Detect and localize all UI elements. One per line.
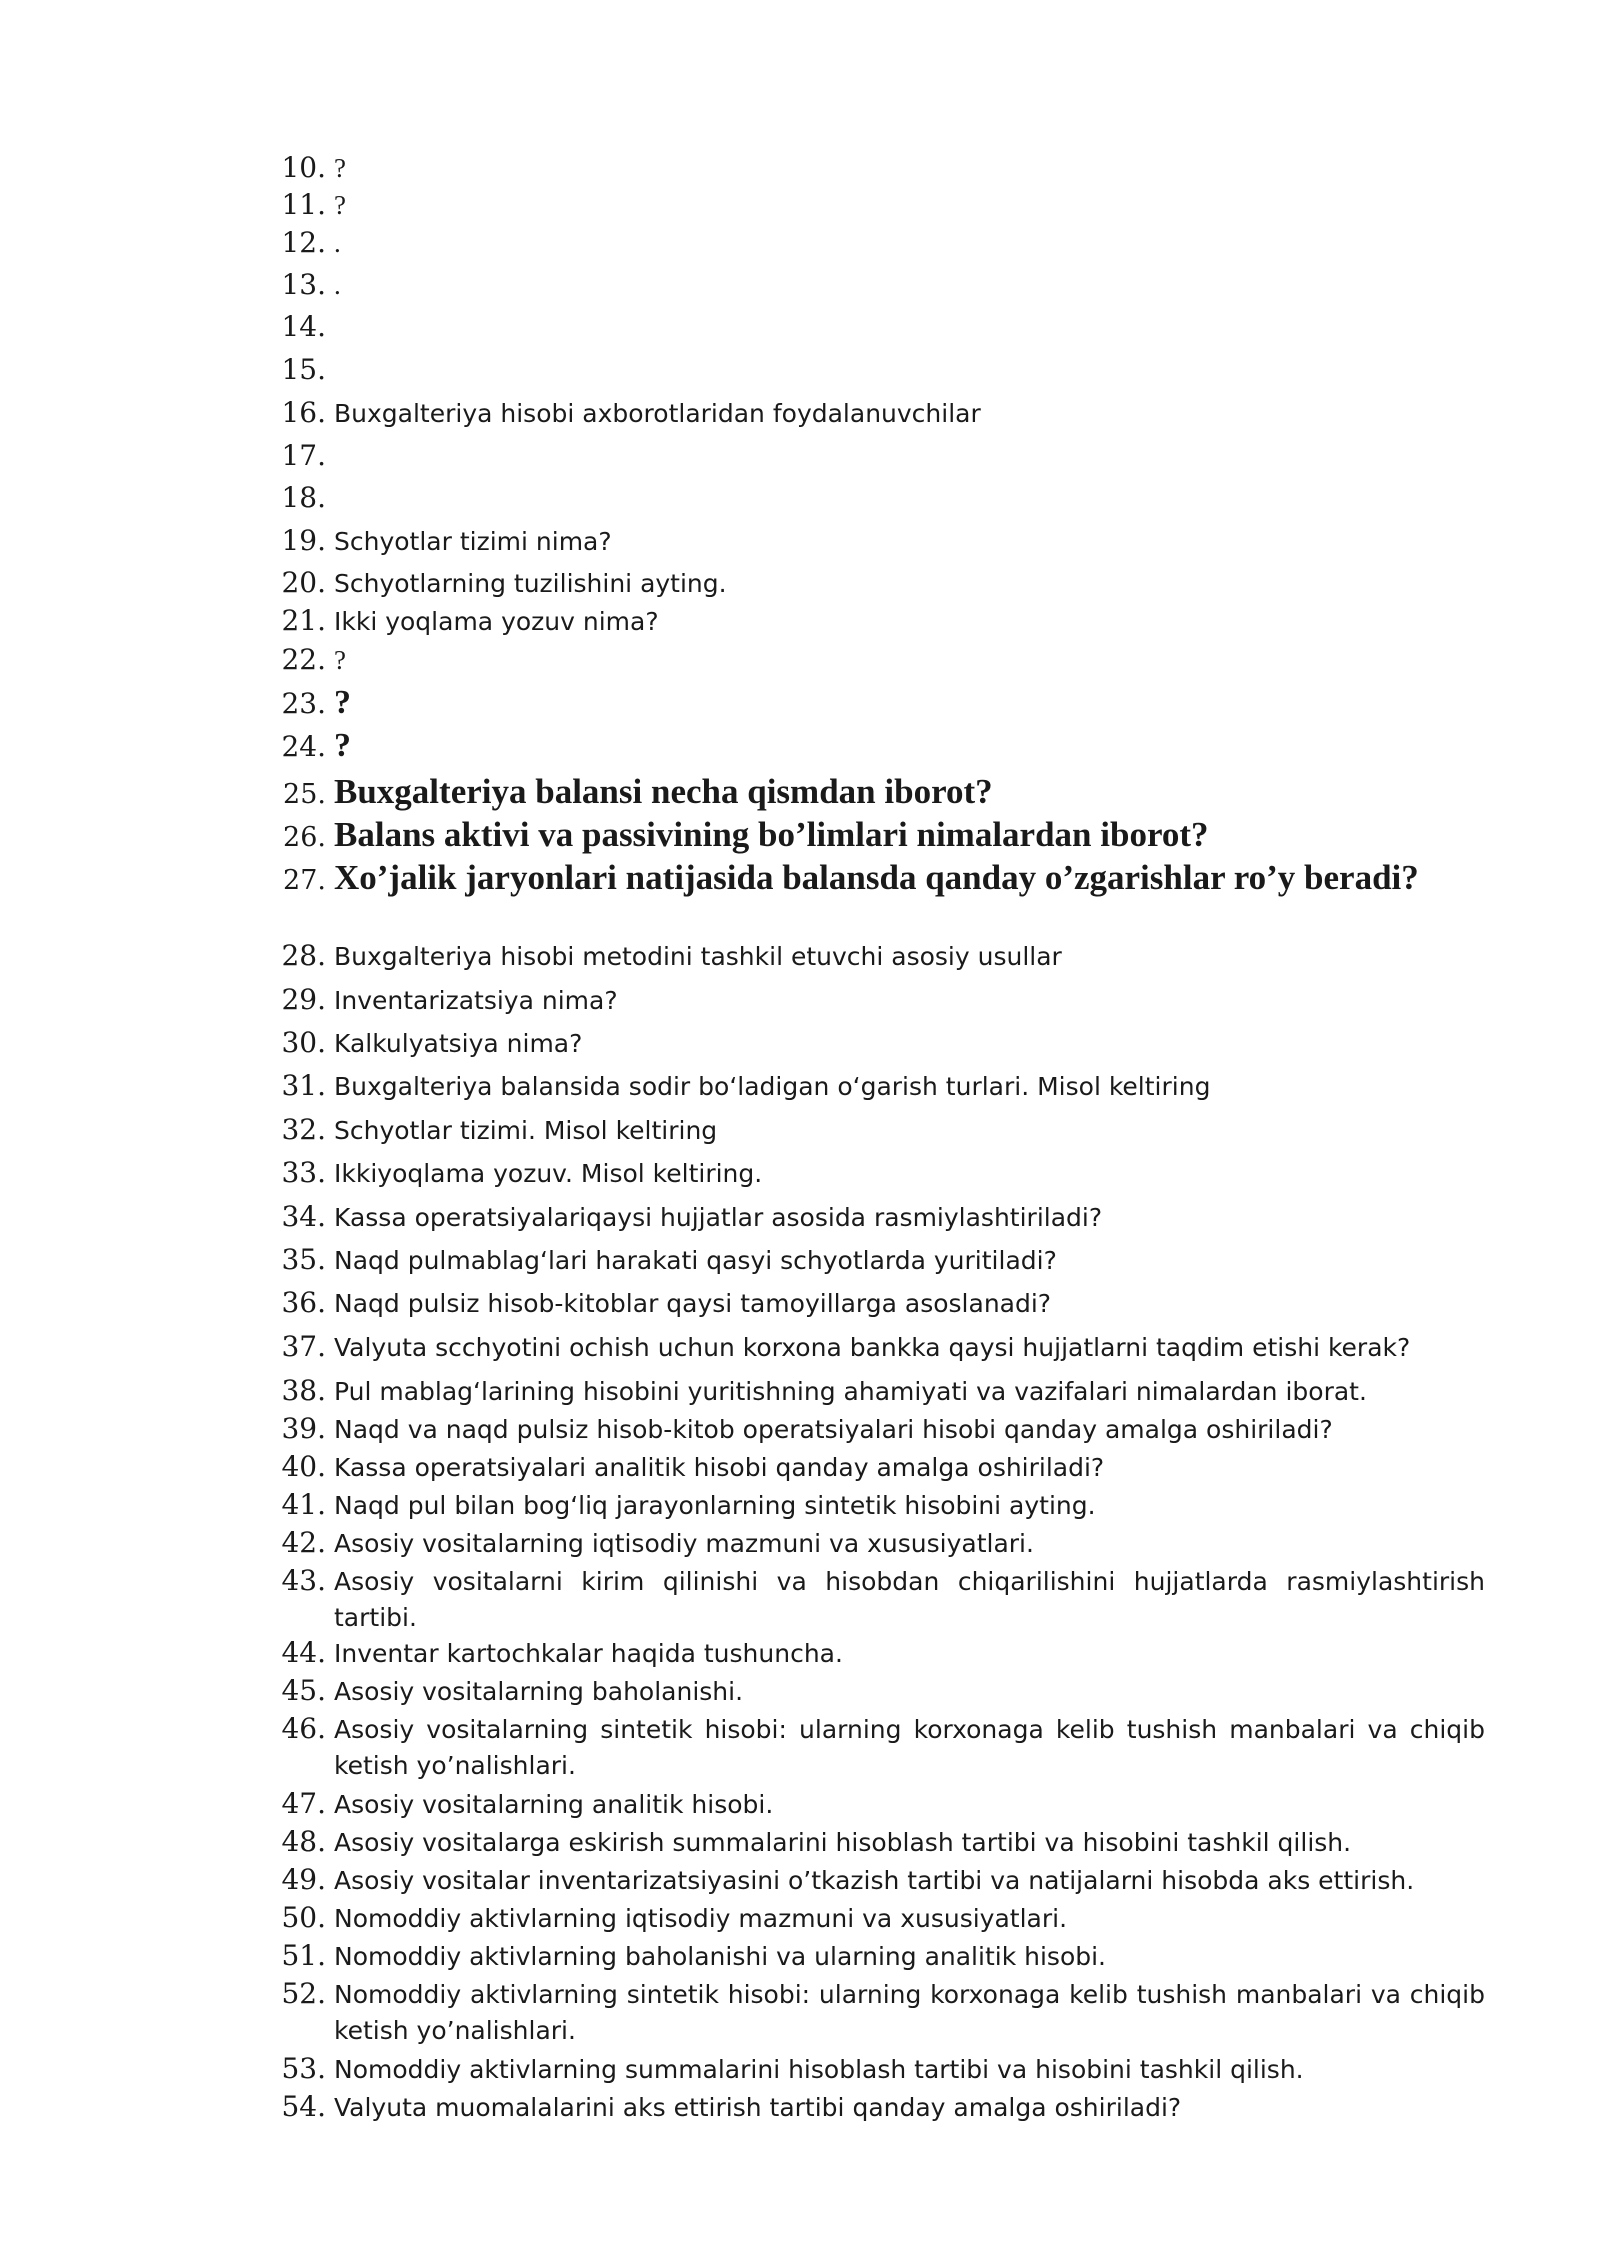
item-text: Schyotlar tizimi nima?: [334, 527, 612, 556]
list-item: [270, 225, 1485, 267]
item-number: 40.: [281, 1450, 326, 1483]
item-number: 38.: [281, 1374, 326, 1407]
list-item: [270, 1374, 1485, 1412]
item-number: 19.: [281, 524, 326, 557]
item-number: 35.: [281, 1243, 326, 1276]
item-number: 28.: [281, 939, 326, 972]
item-text: Inventarizatsiya nima?: [334, 986, 618, 1015]
item-number: 20.: [281, 566, 326, 599]
item-number: 46.: [281, 1712, 326, 1745]
item-text: Valyuta muomalalarini aks ettirish tartibi qanday amalga oshiriladi?: [334, 2093, 1182, 2122]
list-item: [270, 439, 1485, 481]
item-text: Asosiy vositalarning iqtisodiy mazmuni va xususiyatlari.: [334, 1529, 1034, 1558]
item-text: ?: [334, 190, 346, 220]
item-number: 45.: [281, 1674, 326, 1707]
item-text: Nomoddiy aktivlarning summalarini hisoblash tartibi va hisobini tashkil qilish.: [334, 2055, 1304, 2084]
item-number: 49.: [281, 1863, 326, 1896]
list-item: [270, 1243, 1485, 1286]
list-item: [270, 187, 1485, 225]
list-item: [270, 1526, 1485, 1564]
item-text: ?: [334, 153, 346, 183]
list-item: [270, 1939, 1485, 1977]
item-text: Naqd pul bilan bogʻliq jarayonlarning sintetik hisobini ayting.: [334, 1491, 1096, 1520]
item-number: 41.: [281, 1488, 326, 1521]
list-item: [270, 771, 1485, 814]
list-item: [270, 396, 1485, 439]
list-item: [270, 1069, 1485, 1113]
item-number: 12.: [281, 226, 326, 259]
item-text: ?: [334, 645, 346, 675]
list-item: [270, 983, 1485, 1026]
item-number: 11.: [281, 188, 326, 221]
item-number: 14.: [281, 310, 326, 343]
item-text: Kassa operatsiyalariqaysi hujjatlar asosida rasmiylashtiriladi?: [334, 1203, 1103, 1232]
item-number: 50.: [281, 1901, 326, 1934]
list-item: [270, 566, 1485, 604]
list-item: [270, 267, 1485, 310]
item-number: 24.: [281, 730, 326, 763]
item-text: Nomoddiy aktivlarning baholanishi va ularning analitik hisobi.: [334, 1942, 1106, 1971]
item-text: Naqd pulmablagʻlari harakati qasyi schyotlarda yuritiladi?: [334, 1246, 1057, 1275]
list-item: [270, 150, 1485, 187]
list-item: [270, 939, 1485, 983]
list-item: [270, 1488, 1485, 1526]
item-number: 54.: [281, 2090, 326, 2123]
list-item: [270, 310, 1485, 353]
item-number: 15.: [281, 353, 326, 386]
item-text: Schyotlar tizimi. Misol keltiring: [334, 1116, 718, 1145]
item-number: 47.: [281, 1787, 326, 1820]
item-text: Ikki yoqlama yozuv nima?: [334, 607, 659, 636]
list-item: [270, 1825, 1485, 1863]
item-number: 21.: [281, 604, 326, 637]
item-number: 51.: [281, 1939, 326, 1972]
list-item: [270, 857, 1485, 939]
list-item: [270, 1674, 1485, 1712]
item-text: Pul mablagʻlarining hisobini yuritishning ahamiyati va vazifalari nimalardan iborat.: [334, 1377, 1367, 1406]
list-item: [270, 1787, 1485, 1825]
item-number: 32.: [281, 1113, 326, 1146]
item-text: ?: [334, 727, 351, 764]
list-item: [270, 604, 1485, 642]
item-text: Valyuta scchyotini ochish uchun korxona bankka qaysi hujjatlarni taqdim etishi kerak?: [334, 1333, 1411, 1362]
list-item: [270, 1712, 1485, 1787]
item-number: 30.: [281, 1026, 326, 1059]
list-item: [270, 1564, 1485, 1636]
item-text: Xo’jalik jaryonlari natijasida balansda qanday o’zgarishlar ro’y beradi?: [334, 858, 1419, 897]
list-item: [270, 1330, 1485, 1374]
item-number: 16.: [281, 396, 326, 429]
item-text: Asosiy vositalarning analitik hisobi.: [334, 1790, 774, 1819]
item-text: Naqd pulsiz hisob-kitoblar qaysi tamoyillarga asoslanadi?: [334, 1289, 1052, 1318]
item-text: Asosiy vositalarni kirim qilinishi va hisobdan chiqarilishini hujjatlarda rasmiylashtirish tartibi.: [334, 1567, 1485, 1632]
item-text: .: [334, 228, 341, 258]
item-text: Balans aktivi va passivining bo’limlari nimalardan iborot?: [334, 815, 1209, 854]
item-text: Inventar kartochkalar haqida tushuncha.: [334, 1639, 843, 1668]
item-text: Buxgalteriya hisobi axborotlaridan foydalanuvchilar: [334, 399, 981, 428]
list-item: [270, 1636, 1485, 1674]
list-item: [270, 642, 1485, 685]
list-item: [270, 1026, 1485, 1069]
question-list: [270, 150, 1485, 2128]
item-number: 17.: [281, 439, 326, 472]
list-item: [270, 1286, 1485, 1330]
list-item: [270, 353, 1485, 396]
item-text: ?: [334, 684, 351, 721]
item-text: Ikkiyoqlama yozuv. Misol keltiring.: [334, 1159, 763, 1188]
list-item: [270, 1863, 1485, 1901]
item-text: .: [334, 270, 341, 300]
list-item: [270, 1901, 1485, 1939]
item-text: Buxgalteriya balansida sodir boʻladigan oʻgarish turlari. Misol keltiring: [334, 1072, 1211, 1101]
list-item: [270, 1977, 1485, 2052]
item-text: Asosiy vositalarga eskirish summalarini hisoblash tartibi va hisobini tashkil qilish.: [334, 1828, 1352, 1857]
item-number: 37.: [281, 1330, 326, 1363]
list-item: [270, 1113, 1485, 1156]
item-text: Asosiy vositalarning baholanishi.: [334, 1677, 744, 1706]
item-number: 31.: [281, 1069, 326, 1102]
item-text: Asosiy vositalar inventarizatsiyasini o’tkazish tartibi va natijalarni hisobda aks ettirish.: [334, 1866, 1415, 1895]
item-number: 26.: [283, 822, 326, 853]
list-item: [270, 1450, 1485, 1488]
item-number: 53.: [281, 2052, 326, 2085]
item-number: 18.: [281, 481, 326, 514]
item-number: 42.: [281, 1526, 326, 1559]
item-number: 33.: [281, 1156, 326, 1189]
item-text: Nomoddiy aktivlarning iqtisodiy mazmuni va xususiyatlari.: [334, 1904, 1068, 1933]
list-item: [270, 1412, 1485, 1450]
list-item: [270, 524, 1485, 566]
item-number: 29.: [281, 983, 326, 1016]
list-item: [270, 685, 1485, 728]
item-text: Buxgalteriya hisobi metodini tashkil etuvchi asosiy usullar: [334, 942, 1062, 971]
item-text: Naqd va naqd pulsiz hisob-kitob operatsiyalari hisobi qanday amalga oshiriladi?: [334, 1415, 1333, 1444]
item-number: 22.: [281, 643, 326, 676]
item-text: Kassa operatsiyalari analitik hisobi qanday amalga oshiriladi?: [334, 1453, 1105, 1482]
list-item: [270, 2052, 1485, 2090]
item-number: 27.: [283, 865, 326, 896]
item-number: 25.: [283, 779, 326, 810]
item-number: 10.: [281, 151, 326, 184]
item-text: Asosiy vositalarning sintetik hisobi: ularning korxonaga kelib tushish manbalari va chiqib ketish yo’nalishlari.: [334, 1715, 1485, 1780]
item-text: Nomoddiy aktivlarning sintetik hisobi: ularning korxonaga kelib tushish manbalari va chiqib ketish yo’nalishlari.: [334, 1980, 1485, 2045]
item-text: Kalkulyatsiya nima?: [334, 1029, 583, 1058]
item-number: 34.: [281, 1200, 326, 1233]
list-item: [270, 1200, 1485, 1243]
list-item: [270, 728, 1485, 771]
list-item: [270, 481, 1485, 524]
item-number: 52.: [281, 1977, 326, 2010]
item-number: 44.: [281, 1636, 326, 1669]
item-number: 39.: [281, 1412, 326, 1445]
item-number: 43.: [281, 1564, 326, 1597]
item-text: Schyotlarning tuzilishini ayting.: [334, 569, 727, 598]
item-number: 13.: [281, 268, 326, 301]
list-item: [270, 814, 1485, 857]
item-number: 36.: [281, 1286, 326, 1319]
item-text: Buxgalteriya balansi necha qismdan iborot?: [334, 772, 993, 811]
list-item: [270, 1156, 1485, 1200]
list-item: [270, 2090, 1485, 2128]
item-number: 23.: [281, 687, 326, 720]
item-number: 48.: [281, 1825, 326, 1858]
